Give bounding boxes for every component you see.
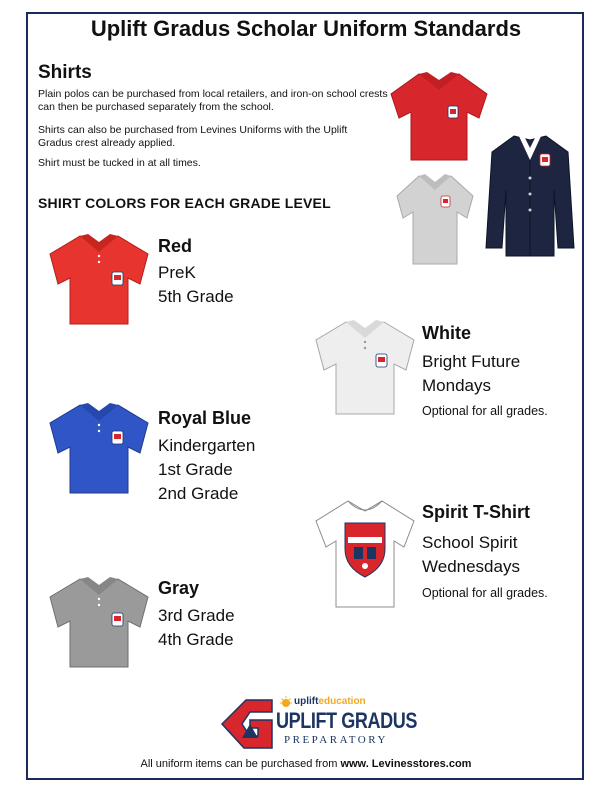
gray-polo-icon [44,575,154,670]
footer [0,758,612,770]
shirt-red-line-1: PreK [158,263,196,282]
shirt-gray-line-2: 4th Grade [158,630,234,649]
logo-tagline [294,696,366,707]
shirt-name-gray: Gray [158,578,200,598]
paragraph-plain-polos: Plain polos can be purchased from local retailers, and iron-on school crests can then be purchased separately from the school. [38,88,388,113]
section-title: Shirts [38,62,92,83]
logo-sun-icon [280,696,292,708]
school-logo [220,696,418,752]
shirt-red-line-2: 5th Grade [158,287,234,306]
red-polo-icon [44,232,154,327]
footer-link[interactable]: www. Levinesstores.com [340,758,472,770]
shirt-spirit-line-2: Wednesdays [422,557,520,576]
colors-heading: SHIRT COLORS FOR EACH GRADE LEVEL [38,195,331,211]
paragraph-tucked: Shirt must be tucked in at all times. [38,157,201,169]
shirt-spirit-line-1: School Spirit [422,533,518,552]
shirt-white-line-1: Bright Future [422,352,521,371]
logo-subname: PREPARATORY [284,734,388,746]
photo-gray-polo [393,170,477,268]
logo-g-mark-icon [220,698,274,750]
logo-tagline-prefix: uplift [294,696,319,707]
shirt-name-royal-blue: Royal Blue [158,408,252,428]
shirt-blue-line-1: Kindergarten [158,436,256,455]
shirt-white-line-2: Mondays [422,376,491,395]
shirt-spirit-note: Optional for all grades. [422,586,548,600]
shirt-name-red: Red [158,236,193,256]
shirt-blue-line-3: 2nd Grade [158,484,239,503]
white-polo-icon [310,318,420,418]
spirit-tshirt-icon [310,497,420,612]
photo-navy-cardigan [484,130,576,260]
shirt-name-spirit-tshirt: Spirit T-Shirt [422,502,530,522]
paragraph-levines: Shirts can also be purchased from Levines Uniforms with the Uplift Gradus crest already applied. [38,124,348,149]
shirt-name-white: White [422,323,471,343]
logo-name: UPLIFT GRADUS [276,708,418,733]
logo-tagline-suffix: education [318,696,366,707]
royal-blue-polo-icon [44,401,154,496]
footer-text: All uniform items can be purchased from [140,758,341,770]
photo-red-polo [385,68,493,164]
shirt-white-note: Optional for all grades. [422,404,548,418]
shirt-blue-line-2: 1st Grade [158,460,233,479]
shirt-gray-line-1: 3rd Grade [158,606,235,625]
page-title: Uplift Gradus Scholar Uniform Standards [90,16,522,41]
